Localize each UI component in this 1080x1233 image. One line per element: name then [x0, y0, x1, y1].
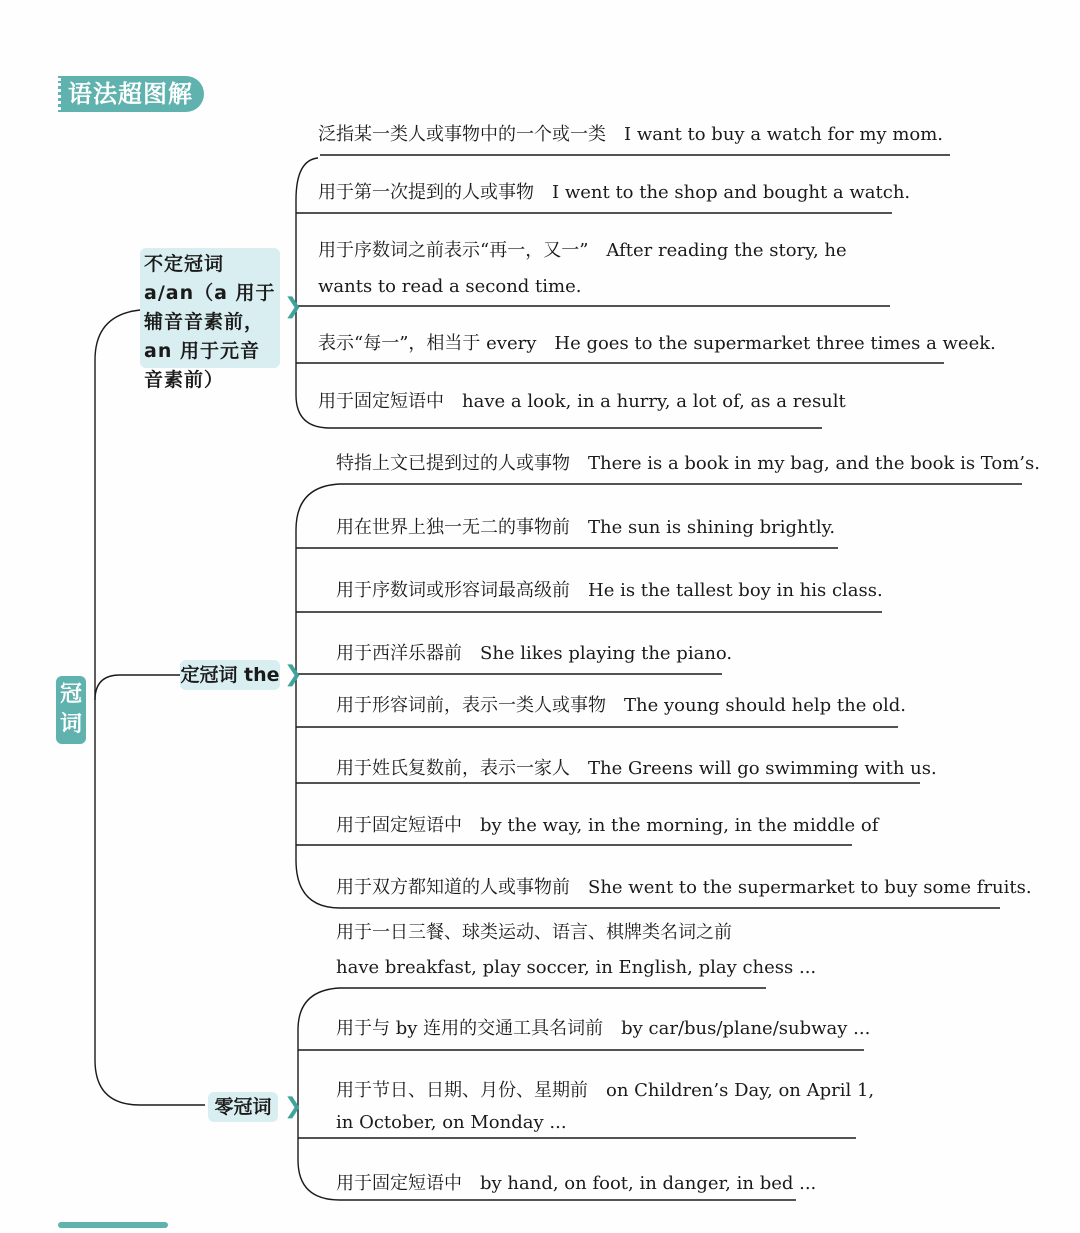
- definite-item: [336, 693, 906, 719]
- definite-item: [336, 875, 1032, 901]
- category-zero-article: [208, 1092, 278, 1122]
- zero-item: [336, 1016, 870, 1042]
- usage-text: 用于固定短语中: [336, 1173, 462, 1194]
- usage-text: 用于节日、日期、月份、星期前: [336, 1080, 588, 1101]
- root-label-line2: 词: [59, 712, 82, 737]
- example-text: He is the tallest boy in his class.: [588, 580, 883, 601]
- definite-item: [336, 756, 937, 782]
- chevron-right-icon: ❯: [284, 294, 303, 319]
- usage-text: 用于姓氏复数前，表示一家人: [336, 758, 570, 779]
- bracket-zero: [298, 988, 340, 1200]
- zero-item: [336, 920, 750, 946]
- indefinite-item-continuation: [318, 274, 581, 300]
- section-title: 语法超图解: [68, 80, 193, 108]
- usage-text: 用于西洋乐器前: [336, 643, 462, 664]
- trunk-branch-definite: [95, 675, 180, 700]
- usage-text: 特指上文已提到过的人或事物: [336, 453, 570, 474]
- usage-text: 用于序数词或形容词最高级前: [336, 580, 570, 601]
- example-text-continued: in October, on Monday ...: [336, 1112, 567, 1133]
- usage-text: 用于固定短语中: [318, 391, 444, 412]
- category-indefinite-article: [140, 248, 280, 391]
- usage-text: 表示“每一”，相当于 every: [318, 333, 537, 354]
- definite-item: [336, 578, 883, 604]
- indefinite-item: [318, 238, 847, 264]
- usage-text: 用于与 by 连用的交通工具名词前: [336, 1018, 604, 1039]
- example-text-continued: wants to read a second time.: [318, 276, 582, 297]
- usage-text: 用于第一次提到的人或事物: [318, 182, 534, 203]
- example-text: The sun is shining brightly.: [588, 517, 836, 538]
- footer-decoration-bar: [58, 1222, 168, 1228]
- example-text: by hand, on foot, in danger, in bed ...: [480, 1173, 817, 1194]
- example-text: There is a book in my bag, and the book is Tom’s.: [588, 453, 1040, 474]
- indefinite-item: [318, 389, 846, 415]
- trunk-line: [95, 310, 205, 1105]
- definite-item: [336, 641, 732, 667]
- zero-item: [336, 1171, 816, 1197]
- category-definite-label: 定冠词 the: [180, 664, 280, 686]
- usage-text: 用于序数词之前表示“再一，又一”: [318, 240, 589, 261]
- example-text: The Greens will go swimming with us.: [588, 758, 937, 779]
- usage-text: 用于一日三餐、球类运动、语言、棋牌类名词之前: [336, 922, 732, 943]
- root-node-article: [56, 676, 86, 744]
- example-text: have a look, in a hurry, a lot of, as a result: [462, 391, 846, 412]
- example-text: on Children’s Day, on April 1,: [606, 1080, 875, 1101]
- category-zero-label: 零冠词: [214, 1096, 272, 1118]
- definite-item: [336, 451, 1040, 477]
- chevron-right-icon: ❯: [284, 662, 303, 687]
- indefinite-item: [318, 122, 943, 148]
- usage-text: 用于固定短语中: [336, 815, 462, 836]
- usage-text: 用于形容词前，表示一类人或事物: [336, 695, 606, 716]
- example-text: After reading the story, he: [606, 240, 847, 261]
- chevron-right-icon: ❯: [284, 1094, 303, 1119]
- usage-text: 泛指某一类人或事物中的一个或一类: [318, 124, 606, 145]
- usage-text: 用于双方都知道的人或事物前: [336, 877, 570, 898]
- definite-item: [336, 515, 835, 541]
- indefinite-item: [318, 331, 996, 357]
- usage-text: 用在世界上独一无二的事物前: [336, 517, 570, 538]
- example-text: I went to the shop and bought a watch.: [552, 182, 911, 203]
- root-label-line1: 冠: [59, 682, 82, 707]
- category-definite-article: [180, 660, 280, 690]
- example-text: by the way, in the morning, in the middle of: [480, 815, 879, 836]
- example-text: I want to buy a watch for my mom.: [624, 124, 944, 145]
- example-text: have breakfast, play soccer, in English, play chess ...: [336, 957, 817, 978]
- zero-item: [336, 1078, 874, 1104]
- example-text: by car/bus/plane/subway ...: [621, 1018, 871, 1039]
- zero-item-continuation: [336, 1110, 567, 1136]
- indefinite-item: [318, 180, 910, 206]
- definite-item: [336, 813, 878, 839]
- example-text: She went to the supermarket to buy some fruits.: [588, 877, 1032, 898]
- example-text: She likes playing the piano.: [480, 643, 733, 664]
- example-text: He goes to the supermarket three times a week.: [554, 333, 996, 354]
- category-indefinite-label: 不定冠词 a/an（a 用于辅音音素前，an 用于元音音素前）: [144, 253, 276, 391]
- zero-item-example: [336, 955, 816, 981]
- example-text: The young should help the old.: [624, 695, 906, 716]
